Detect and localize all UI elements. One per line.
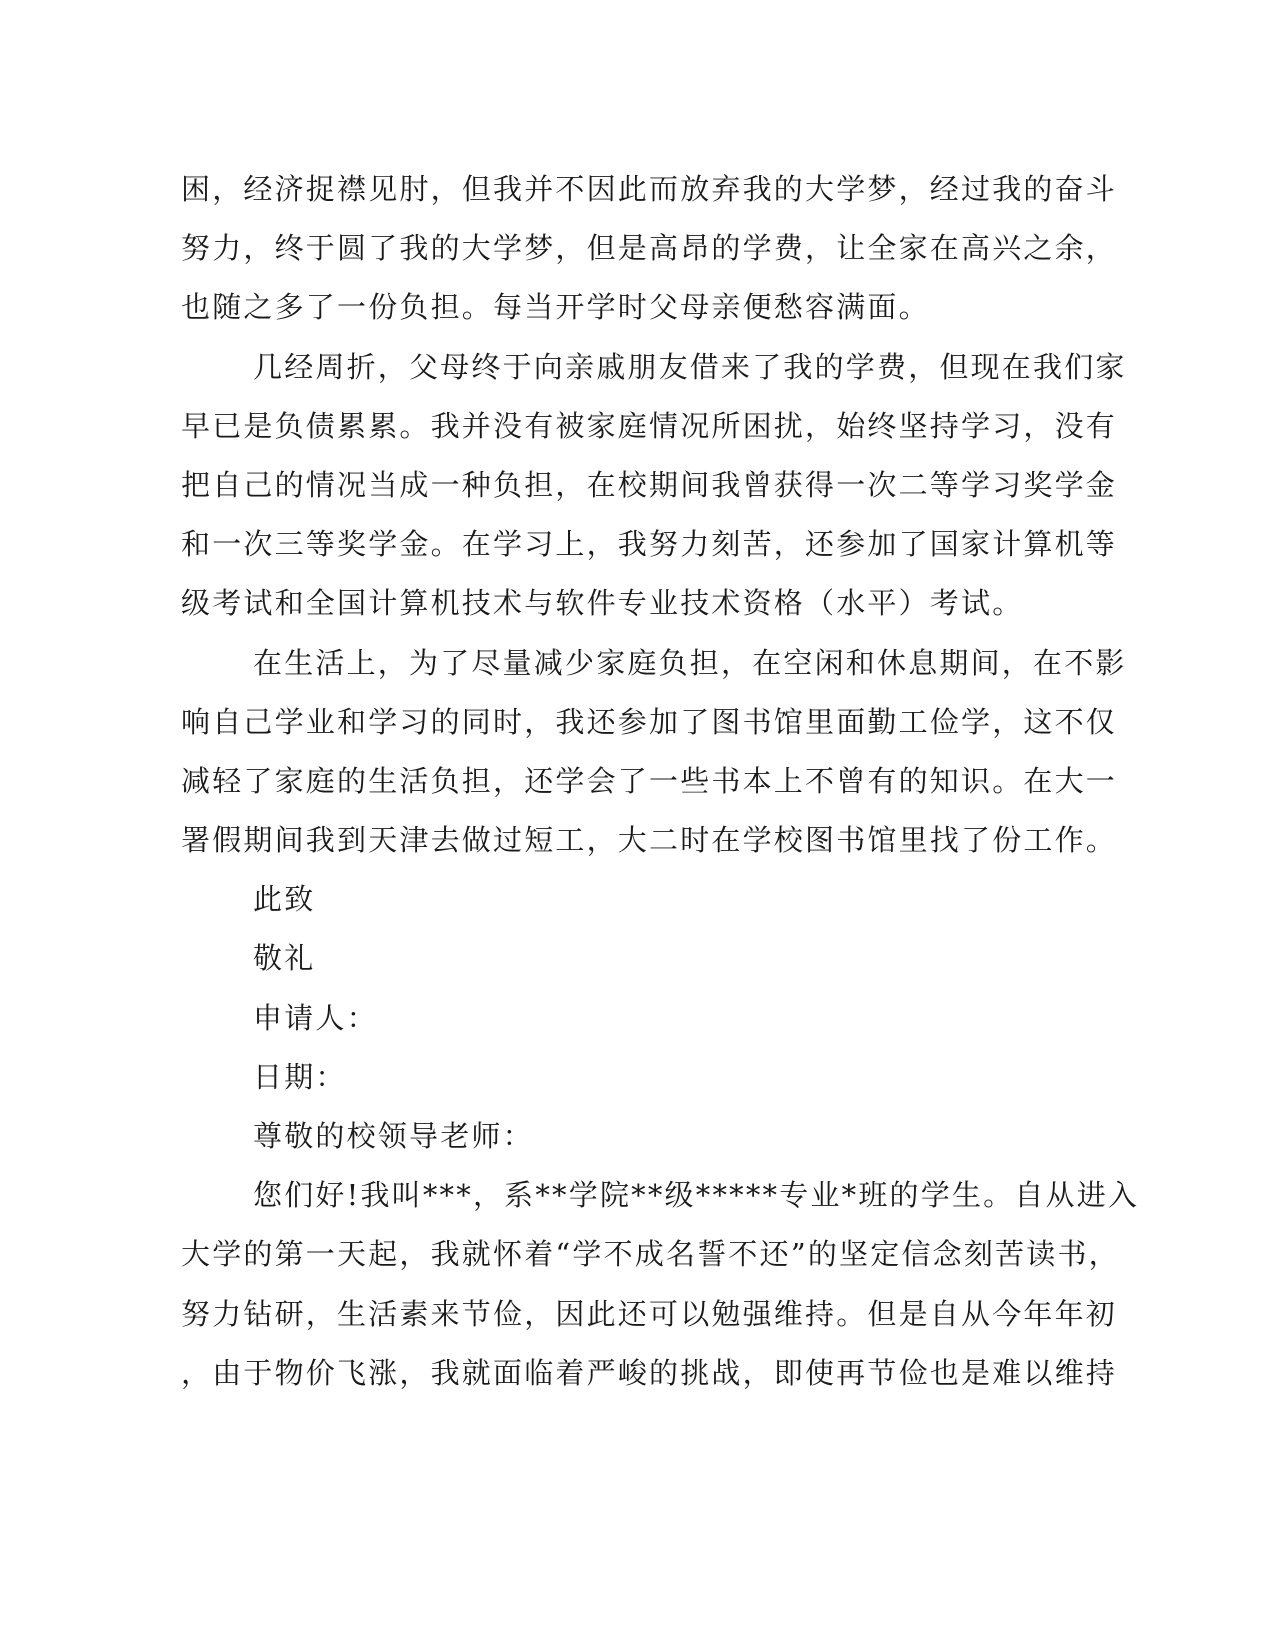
document-body — [181, 160, 1140, 1403]
text-line: 署假期间我到天津去做过短工，大二时在学校图书馆里找了份工作。 — [181, 823, 1118, 858]
text-line: 也随之多了一份负担。每当开学时父母亲便愁容满面。 — [181, 290, 930, 325]
paragraph-first-line: 几经周折，父母终于向亲戚朋友借来了我的学费，但现在我们家 — [253, 349, 1127, 384]
text-line: 努力钻研，生活素来节俭，因此还可以勉强维持。但是自从今年年初 — [181, 1296, 1118, 1331]
paragraph-first-line: 您们好!我叫***，系**学院**级*****专业*班的学生。自从进入 — [253, 1178, 1140, 1213]
text-line: 大学的第一天起，我就怀着“学不成名誓不还”的坚定信念刻苦读书， — [181, 1237, 1120, 1272]
text-line: 减轻了家庭的生活负担，还学会了一些书本上不曾有的知识。在大一 — [181, 763, 1118, 798]
text-line: 响自己学业和学习的同时，我还参加了图书馆里面勤工俭学，这不仅 — [181, 704, 1118, 739]
applicant-label: 申请人： — [253, 1000, 378, 1035]
text-line: 早已是负债累累。我并没有被家庭情况所困扰，始终坚持学习，没有 — [181, 408, 1118, 443]
text-line: 和一次三等奖学金。在学习上，我努力刻苦，还参加了国家计算机等 — [181, 527, 1118, 562]
text-line: 级考试和全国计算机技术与软件专业技术资格（水平）考试。 — [181, 586, 1024, 621]
closing-salutation: 此致 — [253, 882, 316, 917]
paragraph-first-line: 在生活上，为了尽量减少家庭负担，在空闲和休息期间，在不影 — [253, 645, 1127, 680]
text-line: 努力，终于圆了我的大学梦，但是高昂的学费，让全家在高兴之余， — [181, 231, 1118, 266]
text-line: 困，经济捉襟见肘，但我并不因此而放弃我的大学梦，经过我的奋斗 — [181, 172, 1118, 206]
text-line: ，由于物价飞涨，我就面临着严峻的挑战，即使再节俭也是难以维持 — [181, 1355, 1118, 1390]
letter-greeting: 尊敬的校领导老师： — [253, 1119, 534, 1153]
text-line: 把自己的情况当成一种负担，在校期间我曾获得一次二等学习奖学金 — [181, 467, 1118, 502]
date-label: 日期： — [253, 1059, 347, 1094]
closing-regards: 敬礼 — [253, 941, 316, 976]
